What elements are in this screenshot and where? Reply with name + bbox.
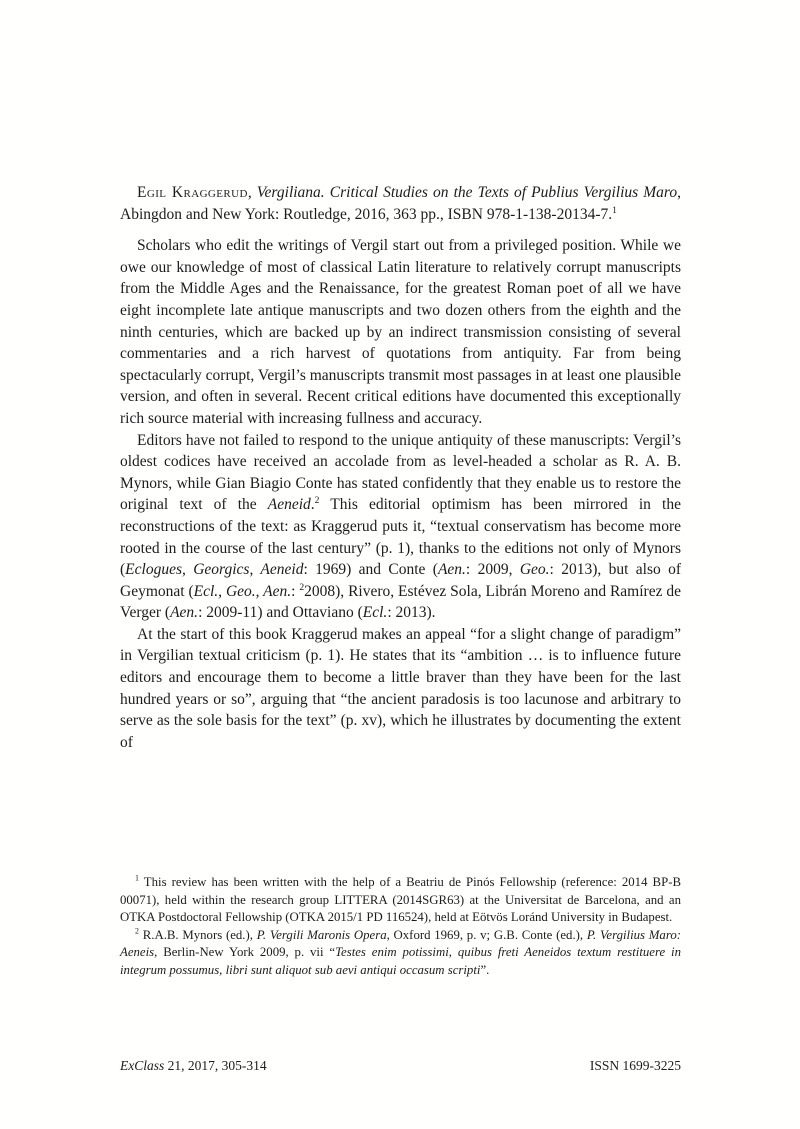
body-paragraph-1: Scholars who edit the writings of Vergil start out from a privileged position. While we owe our knowledge of most of classical Latin literature to relatively corrupt manuscripts from the Middle Ages and the Renaissance, for the greatest Roman poet of all we have eight incomplete late antique manuscripts and two dozen others from the eighth and the ninth centuries, which are backed up by an indirect transmission consisting of several commentaries and a rich harvest of quotations from antiquity. Far from being spectacularly corrupt, Vergil’s manuscripts transmit most passages in at least one plausible version, and often in several. Recent critical editions have documented this exceptionally rich source material with increasing fullness and accuracy. [120, 237, 681, 427]
footnotes-section [120, 874, 681, 980]
footnote-1: $^1$ This review has been written with the help of a Beatriu de Pinós Fellowship (reference: 2014 BP-B 00071), held within the research group LITTERA (2014SGR63) at the Universitat de Barcelona, and an OTKA Postdoctoral Fellowship (OTKA 2015/1 PD 116524), held at Eötvös Loránd University in Budapest. [120, 873, 681, 925]
review-heading: Egil Kraggerud, Vergiliana. Critical Studies on the Texts of Publius Vergilius Maro, Abingdon and New York: Routledge, 2016, 363 pp., ISBN 978-1-138-20134-7.$^1$ [120, 184, 682, 223]
issn-number: ISSN 1699-3225 [589, 1058, 681, 1073]
body-paragraph-3: At the start of this book Kraggerud makes an appeal “for a slight change of paradigm” in Vergilian textual criticism (p. 1). He states that its “ambition … is to influence future editors and encourage them to become a little braver than they have been for the last hundred years or so”, arguing that “the ancient paradosis is too lacunose and arbitrary to serve as the sole basis for the text” (p. xv), which he illustrates by documenting the extent of [120, 625, 681, 751]
body-paragraph-2: Editors have not failed to respond to the unique antiquity of these manuscripts: Vergil’s oldest codices have received an accolade from as level-headed a scholar as R. A. B. Mynors, while Gian Biagio Conte has stated confidently that they enable us to restore the original text of the Aeneid.$^2$ This editorial optimism has been mirrored in the reconstructions of the text: as Kraggerud puts it, “textual conservatism has become more rooted in the course of the last century” (p. 1), thanks to the editions not only of Mynors (Eclogues, Georgics, Aeneid: 1969) and Conte (Aen.: 2009, Geo.: 2013), but also of Geymonat (Ecl., Geo., Aen.: $^2$2008), Rivero, Estévez Sola, Librán Moreno and Ramírez de Verger (Aen.: 2009-11) and Ottaviano (Ecl.: 2013). [120, 431, 682, 622]
footnote-2: $^2$ R.A.B. Mynors (ed.), P. Vergili Maronis Opera, Oxford 1969, p. v; G.B. Conte (ed.), P. Vergilius Maro: Aeneis, Berlin-New York 2009, p. vii “Testes enim potissimi, quibus freti Aeneidos textum restituere in integrum possumus, libri sunt aliquot sub aevi antiqui occasum scripti”. [120, 926, 681, 977]
journal-citation: ExClass 21, 2017, 305-314 [120, 1058, 267, 1073]
page-footer [120, 1058, 681, 1074]
review-body [120, 182, 681, 753]
